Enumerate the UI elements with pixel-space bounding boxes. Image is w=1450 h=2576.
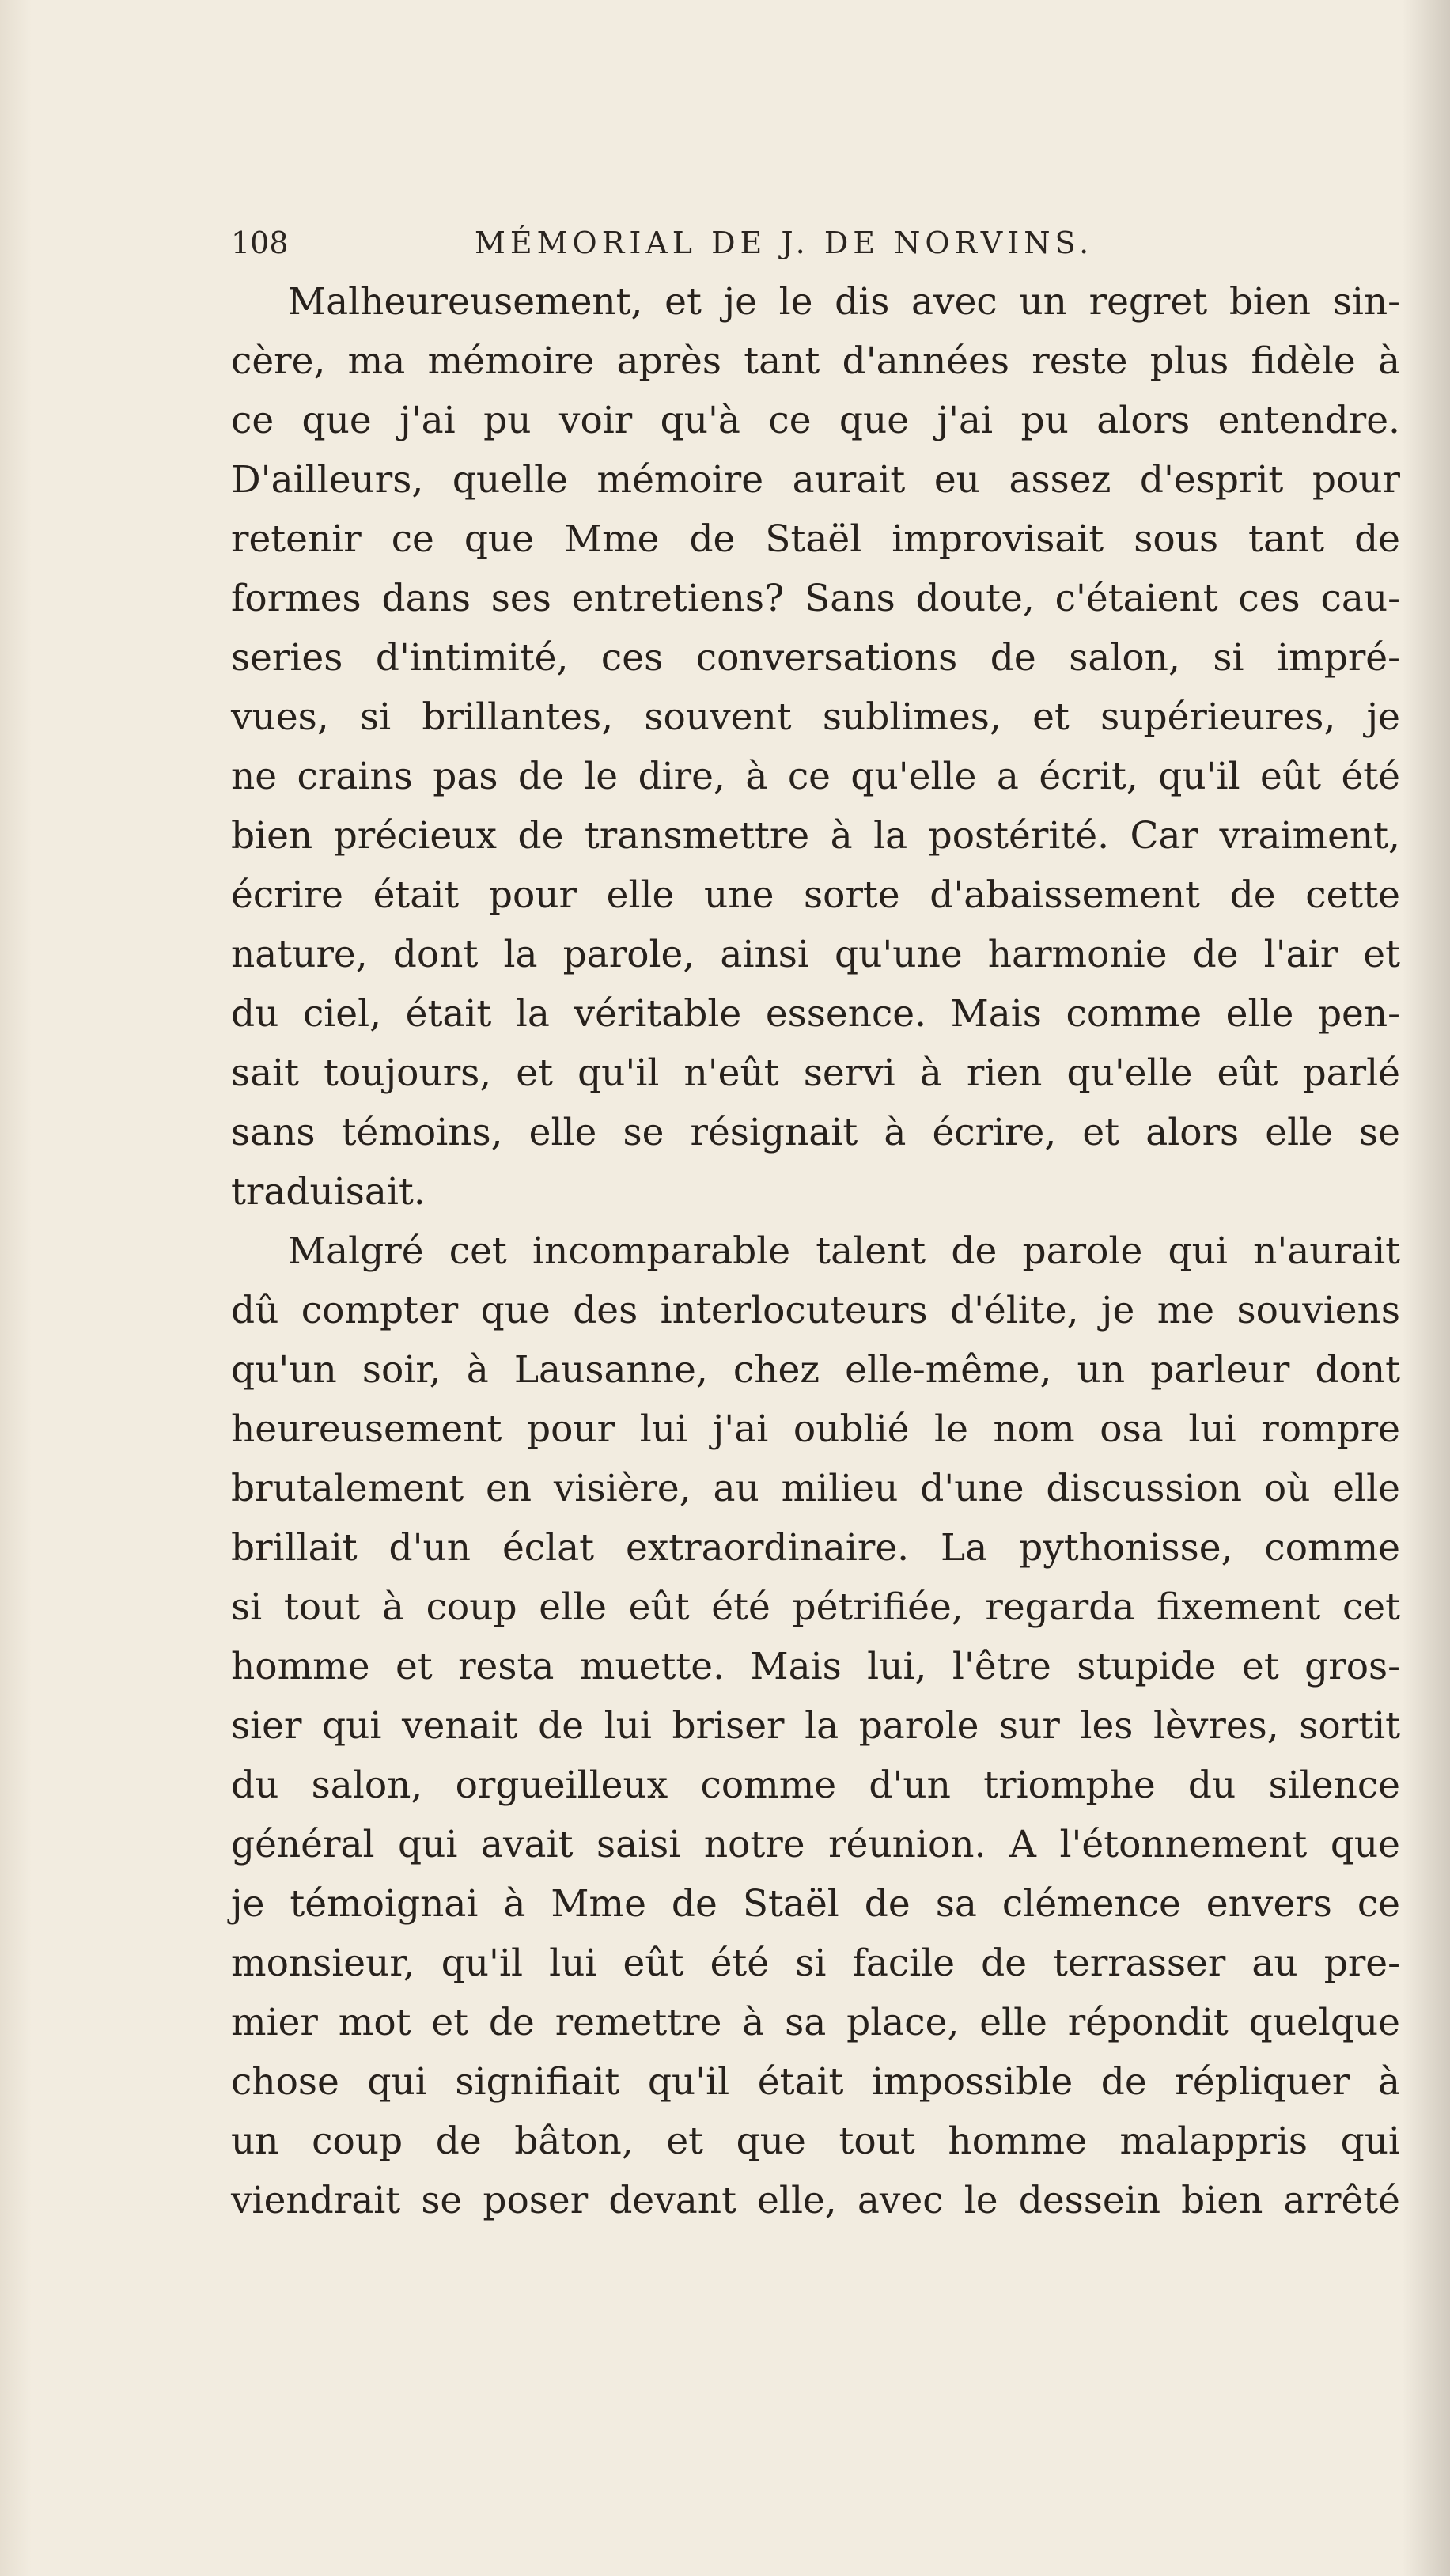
text-line: dû compter que des interlocuteurs d'élite, je me souviens (231, 1289, 1400, 1332)
text-line: cère, ma mémoire après tant d'années reste plus fidèle à (231, 339, 1400, 383)
text-line: mier mot et de remettre à sa place, elle répondit quelque (231, 2001, 1400, 2044)
paragraph (231, 1222, 1400, 2230)
page-number: 108 (231, 225, 289, 260)
text-line: bien précieux de transmettre à la postérité. Car vraiment, (231, 814, 1400, 858)
text-line: traduisait. (231, 1170, 426, 1214)
text-line: si tout à coup elle eût été pétrifiée, regarda fixement cet (231, 1585, 1400, 1629)
text-line: Malheureusement, et je le dis avec un regret bien sin- (288, 280, 1400, 324)
text-line: formes dans ses entretiens? Sans doute, c'étaient ces cau- (231, 577, 1400, 620)
text-line: brillait d'un éclat extraordinaire. La pythonisse, comme (231, 1526, 1400, 1570)
text-line: écrire était pour elle une sorte d'abaissement de cette (231, 873, 1400, 917)
text-line: homme et resta muette. Mais lui, l'être stupide et gros- (231, 1645, 1400, 1688)
text-line: sait toujours, et qu'il n'eût servi à rien qu'elle eût parlé (231, 1051, 1400, 1095)
text-line: retenir ce que Mme de Staël improvisait sous tant de (231, 517, 1400, 561)
text-line: chose qui signifiait qu'il était impossible de répliquer à (231, 2060, 1400, 2104)
text-line: vues, si brillantes, souvent sublimes, et supérieures, je (231, 695, 1400, 739)
body-text (231, 272, 1400, 2230)
text-line: heureusement pour lui j'ai oublié le nom osa lui rompre (231, 1407, 1400, 1451)
text-line: du ciel, était la véritable essence. Mais comme elle pen- (231, 992, 1400, 1036)
page-header (231, 215, 1299, 271)
text-line: nature, dont la parole, ainsi qu'une harmonie de l'air et (231, 933, 1400, 976)
text-line: sier qui venait de lui briser la parole sur les lèvres, sortit (231, 1704, 1400, 1748)
text-line: viendrait se poser devant elle, avec le dessein bien arrêté (231, 2179, 1400, 2222)
text-line: series d'intimité, ces conversations de salon, si impré- (231, 636, 1400, 680)
text-line: un coup de bâton, et que tout homme malappris qui (231, 2120, 1400, 2163)
text-line: ne crains pas de le dire, à ce qu'elle a écrit, qu'il eût été (231, 755, 1400, 798)
text-line: brutalement en visière, au milieu d'une discussion où elle (231, 1467, 1400, 1510)
text-line: D'ailleurs, quelle mémoire aurait eu assez d'esprit pour (231, 458, 1400, 502)
text-line: ce que j'ai pu voir qu'à ce que j'ai pu alors entendre. (231, 399, 1400, 442)
text-line: général qui avait saisi notre réunion. A l'étonnement que (231, 1823, 1400, 1866)
text-line: qu'un soir, à Lausanne, chez elle-même, un parleur dont (231, 1348, 1400, 1392)
text-line: je témoignai à Mme de Staël de sa clémence envers ce (231, 1882, 1400, 1926)
paragraph (231, 272, 1400, 1222)
text-line: Malgré cet incomparable talent de parole qui n'aurait (288, 1229, 1400, 1273)
running-title: MÉMORIAL DE J. DE NORVINS. (475, 225, 1094, 260)
text-line: du salon, orgueilleux comme d'un triomphe du silence (231, 1763, 1400, 1807)
text-line: monsieur, qu'il lui eût été si facile de terrasser au pre- (231, 1941, 1400, 1985)
text-line: sans témoins, elle se résignait à écrire, et alors elle se (231, 1111, 1400, 1154)
